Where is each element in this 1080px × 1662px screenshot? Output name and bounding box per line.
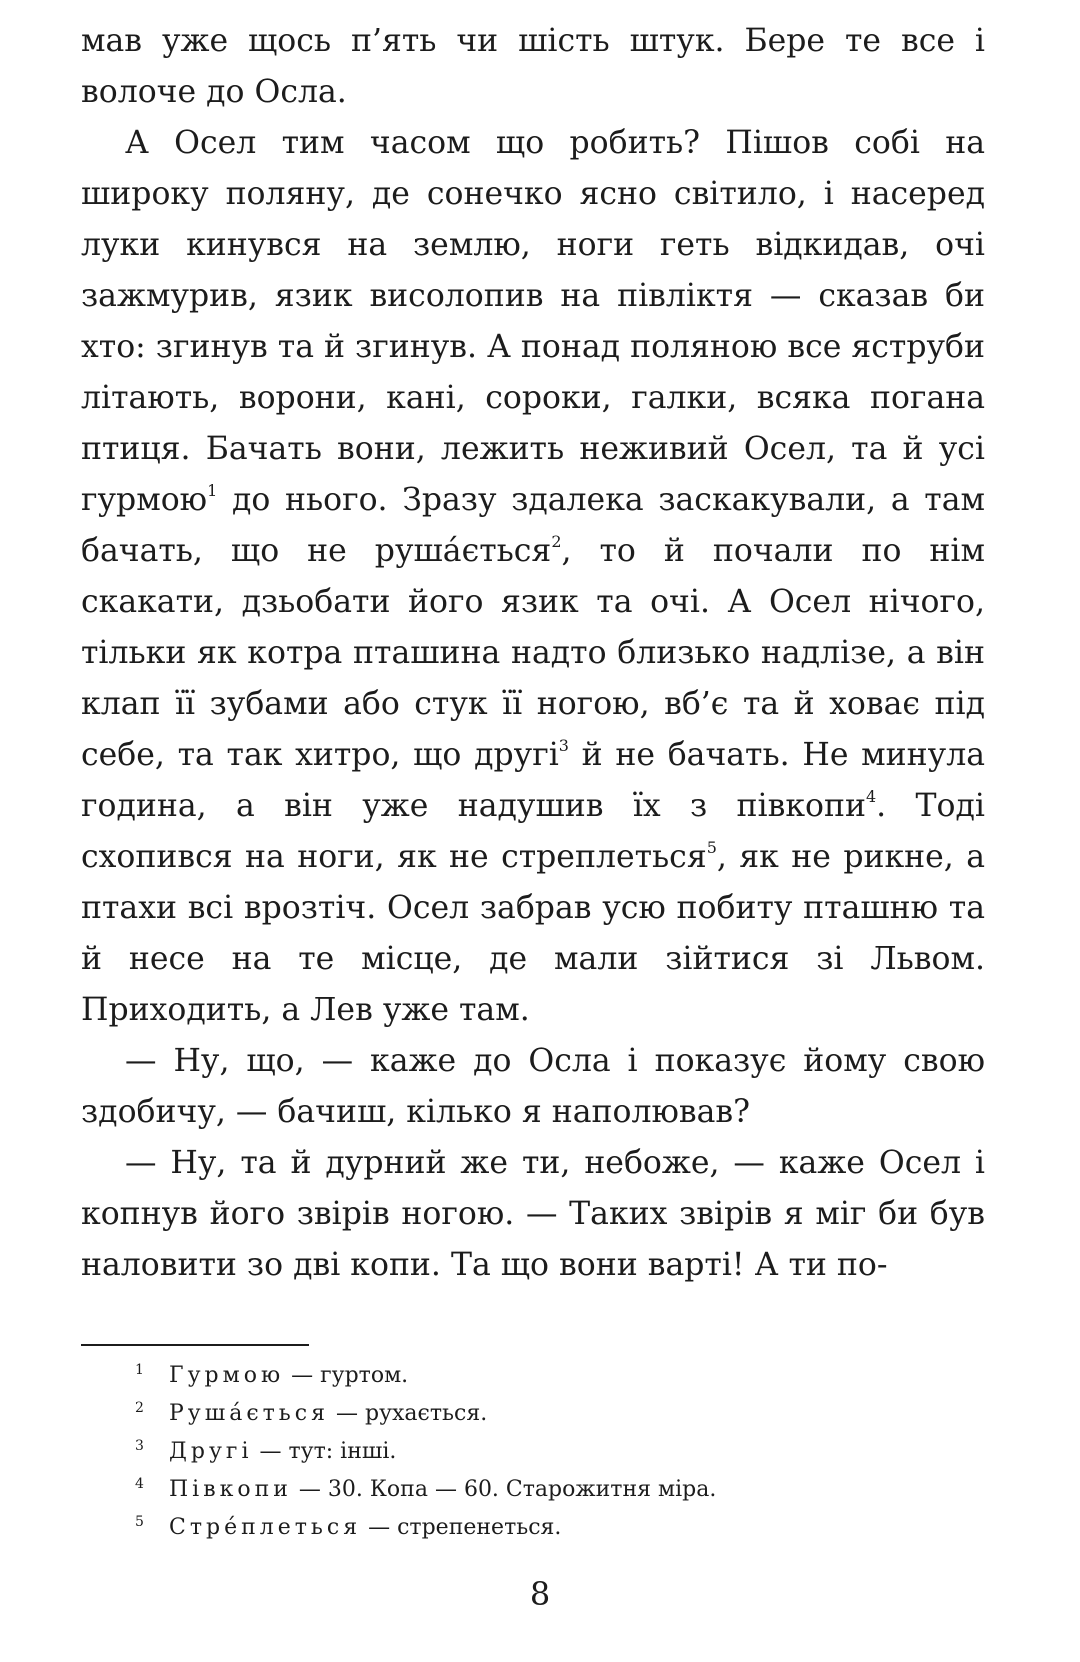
footnote-definition: — гуртом. — [284, 1363, 409, 1388]
text-run: мав уже щось п’ять чи шість штук. Бере те все і волоче до Осла. — [81, 23, 985, 110]
footnote-number: 3 — [135, 1438, 144, 1454]
footnote-item — [135, 1354, 985, 1392]
footnote-reference: 1 — [207, 481, 218, 500]
text-run: до нього. Зразу здалека заскакували, а там бачать, що не руша́ється — [81, 482, 985, 569]
footnote-number: 2 — [135, 1400, 144, 1416]
footnote-reference: 4 — [865, 787, 877, 806]
text-run: , то й почали по нім скакати, дзьобати його язик та очі. А Осел нічого, тільки як котра пташина надто близько надлізе, а він клап її зубами або стук її ногою, вб’є та й ховає під себе, та так хитро, що другі — [81, 533, 985, 773]
text-run: — Ну, що, — каже до Осла і показує йому свою здобичу, — бачиш, кілько я наполював? — [81, 1043, 985, 1130]
text-run: й не бачать. Не минула година, а він уже надушив їх з півкопи — [81, 737, 985, 824]
main-text — [81, 16, 985, 1291]
footnote-item — [135, 1392, 985, 1430]
footnotes — [135, 1354, 985, 1544]
text-run: . Тоді схопився на ноги, як не стреплеться — [81, 788, 985, 875]
footnote-term: Руша́ється — [169, 1401, 329, 1426]
paragraph — [81, 1138, 985, 1291]
paragraph — [81, 1036, 985, 1138]
footnote-item — [135, 1430, 985, 1468]
footnote-number: 4 — [135, 1476, 144, 1492]
text-run: А Осел тим часом що робить? Пішов собі на широку поляну, де сонечко ясно світило, і насеред луки кинувся на землю, ноги геть відкидав, очі зажмурив, язик висолопив на півліктя — сказав би хто: згинув та й згинув. А понад поляною все яструби літають, ворони, кані, сороки, галки, всяка погана птиця. Бачать вони, лежить неживий Осел, та й усі гурмою — [81, 125, 985, 518]
footnote-term: Другі — [169, 1439, 253, 1464]
footnote-definition: — рухається. — [329, 1401, 488, 1426]
footnote-definition: — тут: інші. — [252, 1439, 397, 1464]
footnote-term: Півкопи — [169, 1477, 292, 1502]
footnote-term: Стре́плеться — [169, 1515, 362, 1540]
footnote-number: 5 — [135, 1514, 144, 1530]
paragraph — [81, 16, 985, 118]
footnote-item — [135, 1468, 985, 1506]
footnote-definition: — стрепенеться. — [361, 1515, 562, 1540]
footnote-item — [135, 1506, 985, 1544]
footnote-number: 1 — [135, 1362, 144, 1378]
page-number: 8 — [529, 1575, 551, 1613]
footnote-reference: 3 — [558, 736, 569, 755]
paragraph — [81, 118, 985, 1036]
footnote-definition: — 30. Копа — 60. Старожитня міра. — [291, 1477, 717, 1502]
footnote-term: Гурмою — [169, 1363, 285, 1388]
footnote-reference: 5 — [706, 838, 717, 857]
footnote-reference: 2 — [551, 532, 562, 551]
text-run: , як не рикне, а птахи всі врозтіч. Осел забрав усю побиту пташню та й несе на те місце, де мали зійтися зі Львом. Приходить, а Лев уже там. — [81, 839, 985, 1028]
footnote-divider — [81, 1344, 309, 1346]
text-run: — Ну, та й дурний же ти, небоже, — каже Осел і копнув його звірів ногою. — Таких звірів я міг би був наловити зо дві копи. Та що вони варті! А ти по- — [81, 1145, 985, 1283]
